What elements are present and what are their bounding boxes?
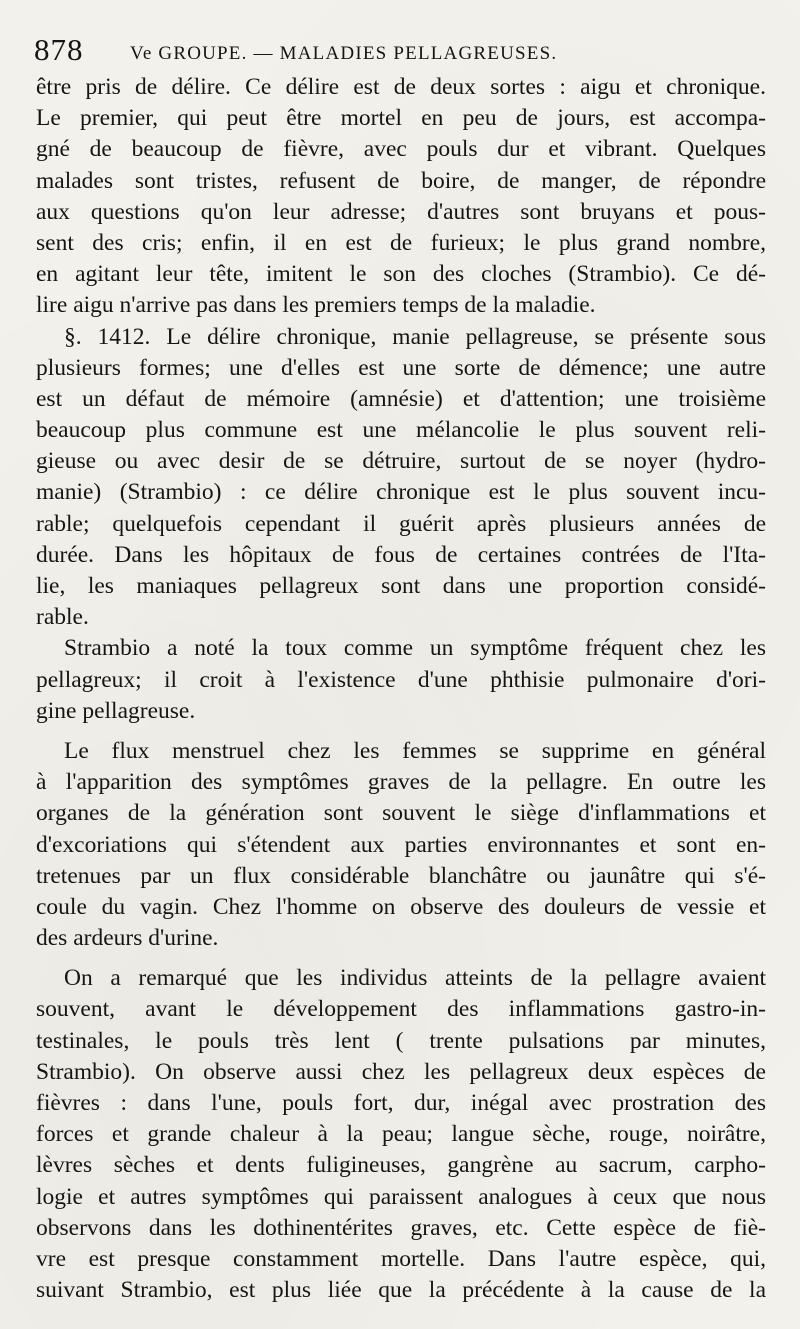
text-line: Le flux menstruel chez les femmes se supprime en général <box>64 737 766 764</box>
text-line: forces et grande chaleur à la peau; langue sèche, rouge, noirâtre, <box>36 1121 766 1148</box>
text-line: lie, les maniaques pellagreux sont dans une proportion considé- <box>36 573 766 599</box>
text-line: logie et autres symptômes qui paraissent analogues à ceux que nous <box>36 1183 766 1210</box>
text-line: Strambio a noté la toux comme un symptôme fréquent chez les <box>64 635 766 662</box>
text-line: rable. <box>36 604 89 631</box>
paragraph <box>36 322 766 634</box>
text-line: coule du vagin. Chez l'homme on observe des douleurs de vessie et <box>36 893 766 920</box>
text-line: beaucoup plus commune est une mélancolie le plus souvent reli- <box>36 417 766 444</box>
text-line: souvent, avant le développement des inflammations gastro-in- <box>36 996 766 1023</box>
paragraph <box>36 72 766 322</box>
text-line: observons dans les dothinentérites graves, etc. Cette espèce de fiè- <box>36 1214 766 1241</box>
text-line: gine pellagreuse. <box>36 697 196 724</box>
text-line: Le premier, qui peut être mortel en peu de jours, est accompa- <box>36 105 766 132</box>
text-line: Strambio). On observe aussi chez les pellagreux deux espèces de <box>36 1058 766 1085</box>
running-title: Ve GROUPE. — MALADIES PELLAGREUSES. <box>130 43 558 64</box>
text-line: gné de beaucoup de fièvre, avec pouls dur et vibrant. Quelques <box>36 136 766 163</box>
text-line: durée. Dans les hôpitaux de fous de certaines contrées de l'Ita- <box>36 541 766 568</box>
body-text <box>36 72 766 1306</box>
text-line: à l'apparition des symptômes graves de la pellagre. En outre les <box>36 769 766 796</box>
text-line: d'excoriations qui s'étendent aux parties environnantes et sont en- <box>36 831 766 858</box>
paragraph <box>36 963 766 1306</box>
text-line: aux questions qu'on leur adresse; d'autres sont bruyans et pous- <box>36 198 766 225</box>
text-line: §. 1412. Le délire chronique, manie pellagreuse, se présente sous <box>64 323 766 350</box>
paragraph <box>36 633 766 727</box>
page-number: 878 <box>34 32 84 67</box>
text-line: gieuse ou avec desir de se détruire, surtout de se noyer (hydro- <box>36 448 766 475</box>
text-line: des ardeurs d'urine. <box>36 925 219 952</box>
text-line: est un défaut de mémoire (amnésie) et d'attention; une troisième <box>36 385 766 412</box>
text-line: tretenues par un flux considérable blanchâtre ou jaunâtre qui s'é- <box>36 862 766 889</box>
paragraph-spacer <box>36 954 766 963</box>
text-line: malades sont tristes, refusent de boire, de manger, de répondre <box>36 167 766 194</box>
text-line: lire aigu n'arrive pas dans les premiers temps de la maladie. <box>36 292 596 319</box>
paragraph <box>36 736 766 954</box>
text-line: suivant Strambio, est plus liée que la précédente à la cause de la <box>36 1277 766 1304</box>
text-line: lèvres sèches et dents fuligineuses, gangrène au sacrum, carpho- <box>36 1152 766 1179</box>
text-line: testinales, le pouls très lent ( trente pulsations par minutes, <box>36 1027 766 1054</box>
text-line: plusieurs formes; une d'elles est une sorte de démence; une autre <box>36 354 766 381</box>
text-line: organes de la génération sont souvent le siège d'inflammations et <box>36 800 766 827</box>
text-line: fièvres : dans l'une, pouls fort, dur, inégal avec prostration des <box>36 1090 766 1116</box>
paragraph-spacer <box>36 727 766 736</box>
text-line: On a remarqué que les individus atteints de la pellagre avaient <box>64 965 766 992</box>
text-line: vre est presque constamment mortelle. Dans l'autre espèce, qui, <box>36 1245 766 1272</box>
running-head <box>34 32 774 72</box>
text-line: pellagreux; il croit à l'existence d'une phthisie pulmonaire d'ori- <box>36 666 766 693</box>
text-line: sent des cris; enfin, il en est de furieux; le plus grand nombre, <box>36 229 766 256</box>
text-line: rable; quelquefois cependant il guérit après plusieurs années de <box>36 510 766 537</box>
text-line: manie) (Strambio) : ce délire chronique est le plus souvent incu- <box>36 479 766 506</box>
text-line: être pris de délire. Ce délire est de deux sortes : aigu et chronique. <box>36 74 766 100</box>
text-line: en agitant leur tête, imitent le son des cloches (Strambio). Ce dé- <box>36 261 766 288</box>
